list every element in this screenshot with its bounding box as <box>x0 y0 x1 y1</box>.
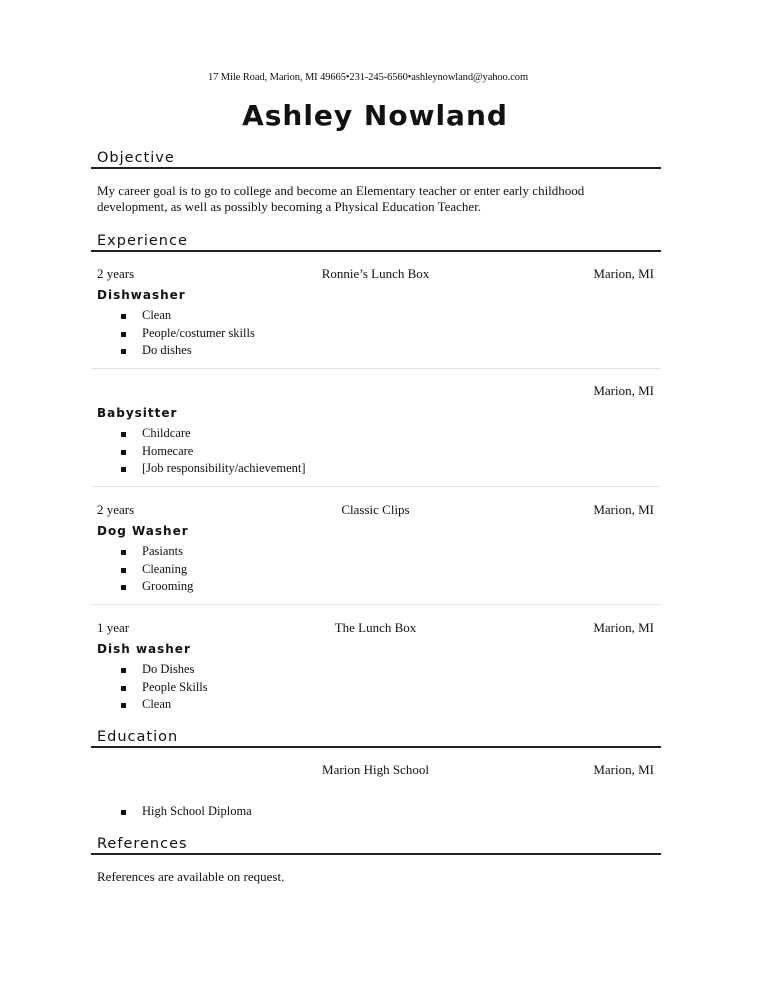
job-employer: Ronnie’s Lunch Box <box>321 266 430 281</box>
job-title: Dog Washer <box>97 524 189 538</box>
job-title: Babysitter <box>97 406 178 420</box>
list-item: Homecare <box>97 443 306 461</box>
experience-heading <box>91 228 661 252</box>
school-name: Marion High School <box>322 762 429 777</box>
job-duration: 2 years <box>97 502 135 517</box>
job-row <box>97 502 654 518</box>
objective-heading <box>91 145 661 169</box>
references-text: References are available on request. <box>97 869 285 884</box>
list-item: [Job responsibility/achievement] <box>97 460 306 478</box>
job-location: Marion, MI <box>593 502 654 517</box>
job-bullets <box>97 425 306 478</box>
objective-text: My career goal is to go to college and become an Elementary teacher or enter early childhood development, as well as possibly becoming a Physical Education Teacher. <box>97 183 585 214</box>
job-bullets <box>97 307 255 360</box>
job-duration: 2 years <box>97 266 135 281</box>
list-item: Cleaning <box>97 561 193 579</box>
job-row <box>97 620 654 636</box>
education-row <box>97 762 654 778</box>
job-employer: Classic Clips <box>341 502 410 517</box>
job-row <box>97 383 654 399</box>
references-heading-label: References <box>97 836 188 852</box>
list-item: High School Diploma <box>97 803 252 821</box>
references-heading <box>91 831 661 855</box>
school-location: Marion, MI <box>593 762 654 777</box>
list-item: Do dishes <box>97 342 255 360</box>
education-heading-label: Education <box>97 729 179 745</box>
job-divider <box>91 368 661 369</box>
list-item: Clean <box>97 307 255 325</box>
job-title: Dish washer <box>97 642 191 656</box>
job-bullets <box>97 661 208 714</box>
education-bullets <box>97 803 252 821</box>
job-row <box>97 266 654 282</box>
list-item: People/costumer skills <box>97 325 255 343</box>
experience-heading-label: Experience <box>97 233 188 249</box>
job-title: Dishwasher <box>97 288 186 302</box>
list-item: Pasiants <box>97 543 193 561</box>
job-divider <box>91 604 661 605</box>
objective-heading-label: Objective <box>97 150 175 166</box>
list-item: People Skills <box>97 679 208 697</box>
education-heading <box>91 724 661 748</box>
contact-line: 17 Mile Road, Marion, MI 49665•231-245-6560•ashleynowland@yahoo.com <box>207 72 529 83</box>
list-item: Do Dishes <box>97 661 208 679</box>
job-bullets <box>97 543 193 596</box>
list-item: Grooming <box>97 578 193 596</box>
applicant-name: Ashley Nowland <box>242 99 508 132</box>
job-location: Marion, MI <box>593 383 654 398</box>
list-item: Childcare <box>97 425 306 443</box>
job-location: Marion, MI <box>593 620 654 635</box>
list-item: Clean <box>97 696 208 714</box>
job-employer: The Lunch Box <box>334 620 417 635</box>
job-divider <box>91 486 661 487</box>
job-location: Marion, MI <box>593 266 654 281</box>
job-duration: 1 year <box>97 620 130 635</box>
